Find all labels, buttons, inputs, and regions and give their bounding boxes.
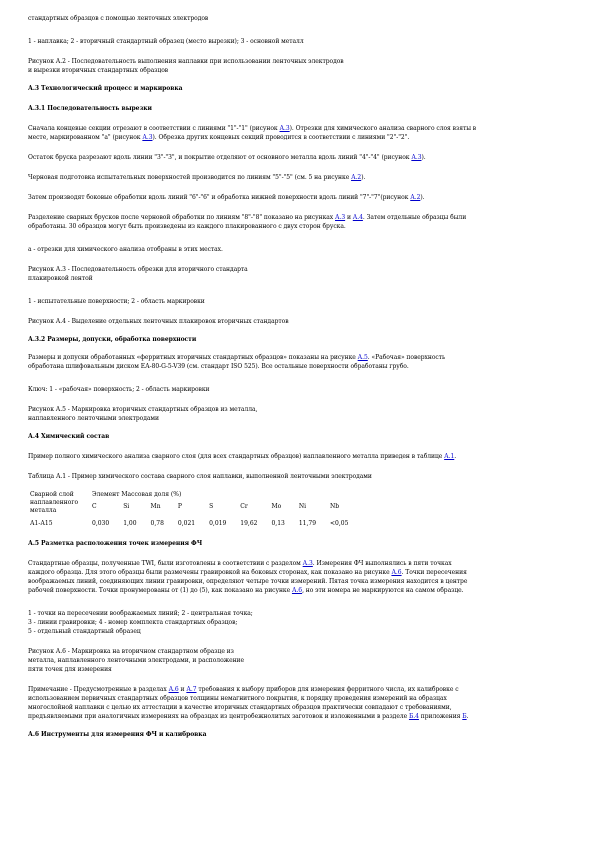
element-header: Ni [298,503,306,510]
paragraph: Остаток бруска разрезают вдоль линии "3"-"3", и покрытие отделяют от основного металла вдоль линий "4"-"4" (рисунок А.3). [28,154,426,161]
figure-legend: 1 - наплавка; 2 - вторичный стандартный образец (место вырезки); 3 - основной металл [28,38,304,45]
table-cell: <0,05 [330,520,349,527]
table-cell: 1,00 [123,520,137,527]
paragraph: Размеры и допуски обработанных «ферритных вторичных стандартных образцов» показаны на рисунке А.5. «Рабочая» поверхность обработана шлифовальным диском ЕА-80-G-5-V39 (см. стандарт ISO 525). Все остальные поверхности обработаны грубо. [28,354,446,370]
section-heading: А.6 Инструменты для измерения ФЧ и калибровка [28,731,207,738]
paragraph: Затем производят боковые обработки вдоль линий "6"-"6" и обработка нижней поверхности вдоль линий "7"-"7"(рисунок А.2). [28,194,425,201]
chemical-composition-table [30,491,362,528]
figure-caption: Рисунок А.3 - Последовательность обрезки для вторичного стандарта плакировкой лентой [28,266,248,282]
link-a3[interactable]: А.3 [279,125,290,132]
element-header: Cr [240,503,248,510]
table-cell: А1-А15 [30,520,53,527]
element-header: Nb [330,503,340,510]
figure-legend: Ключ: 1 - «рабочая» поверхность; 2 - область маркировки [28,386,210,393]
table-cell: 0,019 [209,520,227,527]
link-a3[interactable]: А.3 [411,154,422,161]
element-header: S [209,503,214,510]
paragraph: Пример полного химического анализа сварного слоя (для всех стандартных образцов) наплавленного металла приведен в таблице А.1. [28,453,457,460]
link-a1[interactable]: А.1 [444,453,455,460]
text-line: стандартных образцов с помощью ленточных электродов [28,15,209,22]
document-page [28,14,576,739]
element-header: C [92,503,97,510]
figure-legend: 1 - точки на пересечении воображаемых линий; 2 - центральная точка; 3 - линии гравировки; 4 - номер комплекта стандартных образцов; 5 - отдельный стандартный образец [28,610,253,635]
link-b4[interactable]: Б.4 [408,713,419,720]
figure-caption: Рисунок А.5 - Маркировка вторичных стандартных образцов из металла, наплавленного ленточными электродами [28,406,258,422]
table-cell: 11,79 [298,520,317,527]
element-header: Mn [150,503,161,510]
table-header-cell: Сварной слой наплавленного металла [30,491,79,514]
figure-caption: Рисунок А.4 - Выделение отдельных ленточных плакировок вторичных стандартов [28,318,289,325]
figure-caption: Рисунок А.6 - Маркировка на вторичном стандартном образце из металла, наплавленного ленточными электродами, и расположение пяти точек для измерения [28,648,245,673]
link-a3[interactable]: А.3 [302,560,313,567]
figure-legend: 1 - испытательные поверхности; 2 - область маркировки [28,298,205,305]
link-a3[interactable]: А.3 [142,134,153,141]
link-a3[interactable]: А.3 [335,214,346,221]
paragraph: Черновая подготовка испытательных поверхностей производится по линиям "5"-"5" (см. 5 на рисунке А.2). [28,174,366,181]
paragraph: Сначала концевые секции отрезают в соответствии с линиями "1"-"1" (рисунок А.3). Отрезки для химического анализа сварного слоя взяты в месте, маркированном "a" (рисунок А.3). Обрезка других концевых секций проводится в соответствии с линиями "2"-"2". [28,125,477,141]
section-heading: А.4 Химический состав [28,433,110,440]
section-heading: А.5 Разметка расположения точек измерения ФЧ [28,540,203,547]
subsection-heading: А.3.1 Последовательность вырезки [28,105,152,112]
table-cell: 0,021 [177,520,196,527]
link-b[interactable]: Б [462,713,467,720]
link-a4[interactable]: А.4 [352,214,363,221]
element-header: P [177,503,182,510]
link-a5[interactable]: А.5 [357,354,368,361]
subsection-heading: А.3.2 Размеры, допуски, обработка поверхности [28,336,197,343]
table-row [30,515,362,528]
note-paragraph: Примечание - Предусмотренные в разделах А.6 и А.7 требования к выбору приборов для измерения ферритного числа, их калибровке с использованием первичных стандартных образцов толщины немагнитного покрытия, к порядку проведения измерений на образцах многослойной наплавки с целью их аттестации в качестве вторичных стандартных образцов практически совпадают с требованиями, предъявляемыми при аналогичных измерениях на образцах из центробежнолитых заготовок и изложенными в разделе Б.4 приложения Б. [28,686,469,720]
table-cell: 19,62 [240,520,258,527]
link-a2[interactable]: А.2 [351,174,362,181]
paragraph: Разделение сварных брусков после черновой обработки по линиям "8"-"8" показано на рисунках А.3 и А.4. Затем отдельные образцы были обработаны. 30 образцов могут быть произведены из каждого плакированного с двух сторон бруска. [28,214,467,230]
link-a2[interactable]: А.2 [410,194,421,201]
table-caption: Таблица А.1 - Пример химического состава сварного слоя наплавки, выполненной ленточными электродами [28,473,372,480]
table-cell: 0,13 [271,520,285,527]
section-heading: А.3 Технологический процесс и маркировка [28,85,183,92]
table-cell: 0,030 [92,520,110,527]
table-header-cell: Элемент Массовая доля (%) [92,491,182,498]
element-header: Si [123,503,130,510]
link-a7[interactable]: А.7 [186,686,197,693]
element-header: Mo [271,503,282,510]
link-a6[interactable]: А.6 [391,569,402,576]
link-a6[interactable]: А.6 [168,686,179,693]
table-cell: 0,78 [150,520,164,527]
figure-note: а - отрезки для химического анализа отобраны в этих местах. [28,246,223,253]
paragraph: Стандартные образцы, полученные TWI, были изготовлены в соответствии с разделом А.3. Измерения ФЧ выполнялись в пяти точках каждого образца. Для этого образцы были размечены гравировкой на боковых сторонах, как показано на рисунке А.6. Точки пересечения воображаемых линий, соединяющих линии гравировки, определяют четыре точки измерений. Пятая точка измерения находится в центре рабочей поверхности. Точки пронумерованы от (1) до (5), как показано на рисунке А.6, но эти номера не маркируются на самом образце. [28,560,468,594]
figure-caption: Рисунок А.2 - Последовательность выполнения наплавки при использовании ленточных электродов и вырезки вторичных стандартных образцов [28,58,344,74]
link-a6[interactable]: А.6 [291,587,303,594]
